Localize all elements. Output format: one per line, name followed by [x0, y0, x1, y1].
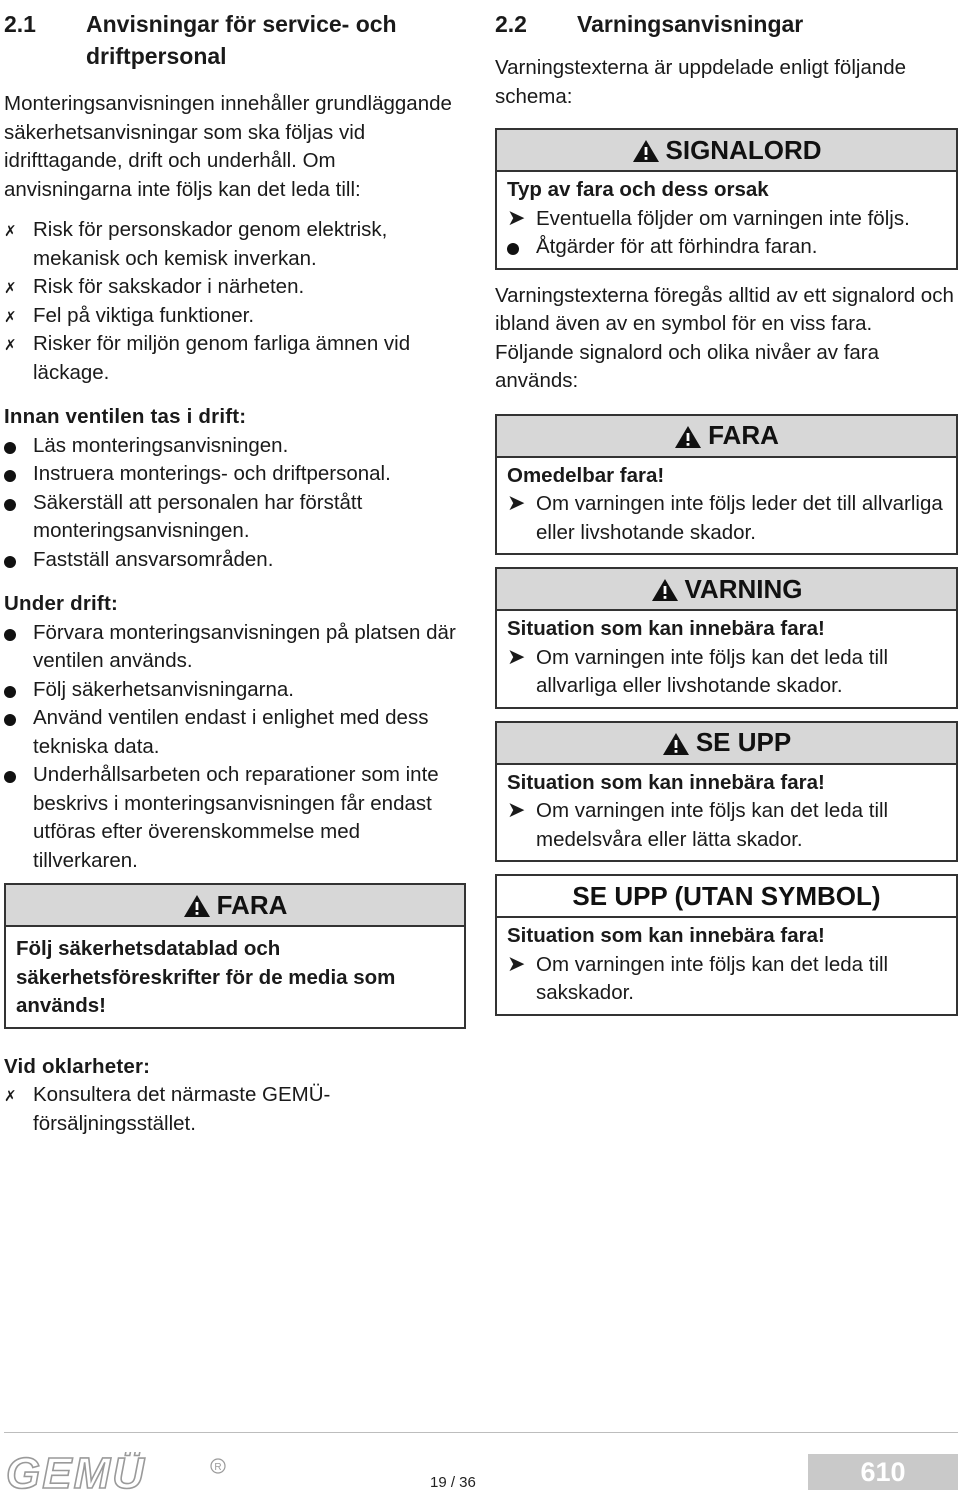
- bullet-icon: [4, 704, 24, 733]
- warning-box-header: [497, 569, 956, 611]
- section-number: 2.1: [4, 11, 36, 37]
- list-item: ➤ Om varningen inte följs leder det till allvarliga eller livshotande skador.: [507, 490, 946, 547]
- left-column: [4, 0, 466, 1138]
- hazard-title: Omedelbar fara!: [507, 463, 665, 487]
- bullet-icon: [507, 233, 527, 262]
- schema-box: [495, 128, 958, 270]
- before-operation-list: [4, 432, 466, 575]
- section-title: Anvisningar för service- och driftpersonal: [86, 11, 397, 69]
- list-item: ✗ Risker för miljön genom farliga ämnen vid läckage.: [4, 330, 466, 387]
- gemu-logo: [4, 1452, 234, 1498]
- warning-triangle-icon: [632, 139, 660, 163]
- risk-list: [4, 216, 466, 387]
- signal-word-description: Varningstexterna föregås alltid av ett signalord och ibland även av en symbol för en viss fara.: [495, 283, 954, 335]
- caution-no-symbol-level-box: [495, 874, 958, 1016]
- signal-word: SE UPP: [695, 727, 792, 757]
- unclear-list: [4, 1081, 466, 1138]
- warning-box-header: [497, 723, 956, 765]
- document-number: 610: [808, 1454, 958, 1490]
- list-item: ➤ Eventuella följder om varningen inte följs.: [507, 205, 946, 234]
- during-operation-list: [4, 619, 466, 876]
- footer-divider: [4, 1432, 958, 1433]
- arrow-right-icon: [507, 205, 527, 234]
- page-number: 19 / 36: [430, 1474, 476, 1491]
- list-item: ➤ Om varningen inte följs kan det leda till sakskador.: [507, 951, 946, 1008]
- bullet-icon: [4, 432, 24, 461]
- signal-word-levels-intro: Följande signalord och olika nivåer av fara används:: [495, 340, 880, 392]
- list-item: Förvara monteringsanvisningen på platsen där ventilen används.: [4, 619, 466, 676]
- arrow-right-icon: [507, 644, 527, 673]
- danger-level-box: [495, 414, 958, 556]
- list-item: Använd ventilen endast i enlighet med dess tekniska data.: [4, 704, 466, 761]
- signal-word: FARA: [216, 889, 288, 920]
- list-item: ✗ Risk för personskador genom elektrisk, mekanisk och kemisk inverkan.: [4, 216, 466, 273]
- intro-paragraph: Monteringsanvisningen innehåller grundläggande säkerhetsanvisningar som ska följas vid idrifttagande, drift och underhåll. Om anvisningarna inte följs kan det leda till:: [4, 92, 452, 201]
- cross-mark-icon: [4, 302, 24, 331]
- warning-text: Följ säkerhetsdatablad och säkerhetsföreskrifter för de media som används!: [16, 937, 396, 1017]
- unclear-heading: Vid oklarheter:: [4, 1054, 151, 1078]
- bullet-icon: [4, 546, 24, 575]
- warning-box-header: [497, 130, 956, 172]
- hazard-title: Typ av fara och dess orsak: [507, 178, 769, 201]
- cross-mark-icon: [4, 1081, 24, 1110]
- cross-mark-icon: [4, 216, 24, 245]
- logo-text: GEMÜ: [6, 1452, 146, 1498]
- warning-level-box: [495, 567, 958, 709]
- warning-box-header: [6, 885, 464, 927]
- list-item: Läs monteringsanvisningen.: [4, 432, 466, 461]
- warning-triangle-icon: [662, 732, 690, 756]
- signal-word: VARNING: [684, 573, 803, 604]
- list-item: Följ säkerhetsanvisningarna.: [4, 676, 466, 705]
- section-number: 2.2: [495, 11, 527, 37]
- list-item: Åtgärder för att förhindra faran.: [507, 233, 946, 262]
- section-title: Varningsanvisningar: [577, 11, 804, 37]
- warning-box-header: [497, 876, 956, 918]
- hazard-title: Situation som kan innebära fara!: [507, 770, 825, 794]
- signal-word: SIGNALORD: [665, 134, 822, 165]
- list-item: ➤ Om varningen inte följs kan det leda till medelsvåra eller lätta skador.: [507, 797, 946, 854]
- hazard-title: Situation som kan innebära fara!: [507, 924, 825, 947]
- list-item: Säkerställ att personalen har förstått monteringsanvisningen.: [4, 489, 466, 546]
- bullet-icon: [4, 761, 24, 790]
- danger-box-media: [4, 883, 466, 1029]
- list-item: Instruera monterings- och driftpersonal.: [4, 460, 466, 489]
- warning-triangle-icon: [674, 425, 702, 449]
- cross-mark-icon: [4, 330, 24, 359]
- bullet-icon: [4, 460, 24, 489]
- right-column: [495, 0, 958, 1016]
- list-item: ✗ Fel på viktiga funktioner.: [4, 302, 466, 331]
- signal-word: FARA: [708, 420, 779, 450]
- arrow-right-icon: [507, 951, 527, 980]
- intro-paragraph: Varningstexterna är uppdelade enligt följande schema:: [495, 56, 907, 108]
- during-operation-heading: Under drift:: [4, 592, 118, 615]
- warning-triangle-icon: [651, 578, 679, 602]
- warning-triangle-icon: [183, 894, 211, 918]
- section-2-2-heading: [495, 8, 958, 40]
- arrow-right-icon: [507, 797, 527, 826]
- list-item: ✗ Konsultera det närmaste GEMÜ-försäljningsstället.: [4, 1081, 466, 1138]
- arrow-right-icon: [507, 490, 527, 519]
- bullet-icon: [4, 619, 24, 648]
- bullet-icon: [4, 676, 24, 705]
- before-operation-heading: Innan ventilen tas i drift:: [4, 405, 247, 428]
- section-2-1-heading: [4, 8, 466, 72]
- cross-mark-icon: [4, 273, 24, 302]
- svg-text:R: R: [214, 1462, 222, 1473]
- warning-box-header: [497, 416, 956, 458]
- list-item: Fastställ ansvarsområden.: [4, 546, 466, 575]
- list-item: ➤ Om varningen inte följs kan det leda till allvarliga eller livshotande skador.: [507, 644, 946, 701]
- hazard-title: Situation som kan innebära fara!: [507, 617, 825, 640]
- bullet-icon: [4, 489, 24, 518]
- caution-level-box: [495, 721, 958, 863]
- list-item: Underhållsarbeten och reparationer som inte beskrivs i monteringsanvisningen får endast utföras efter överenskommelse med tillverkaren.: [4, 761, 466, 875]
- signal-word: SE UPP (UTAN SYMBOL): [572, 880, 881, 911]
- list-item: ✗ Risk för sakskador i närheten.: [4, 273, 466, 302]
